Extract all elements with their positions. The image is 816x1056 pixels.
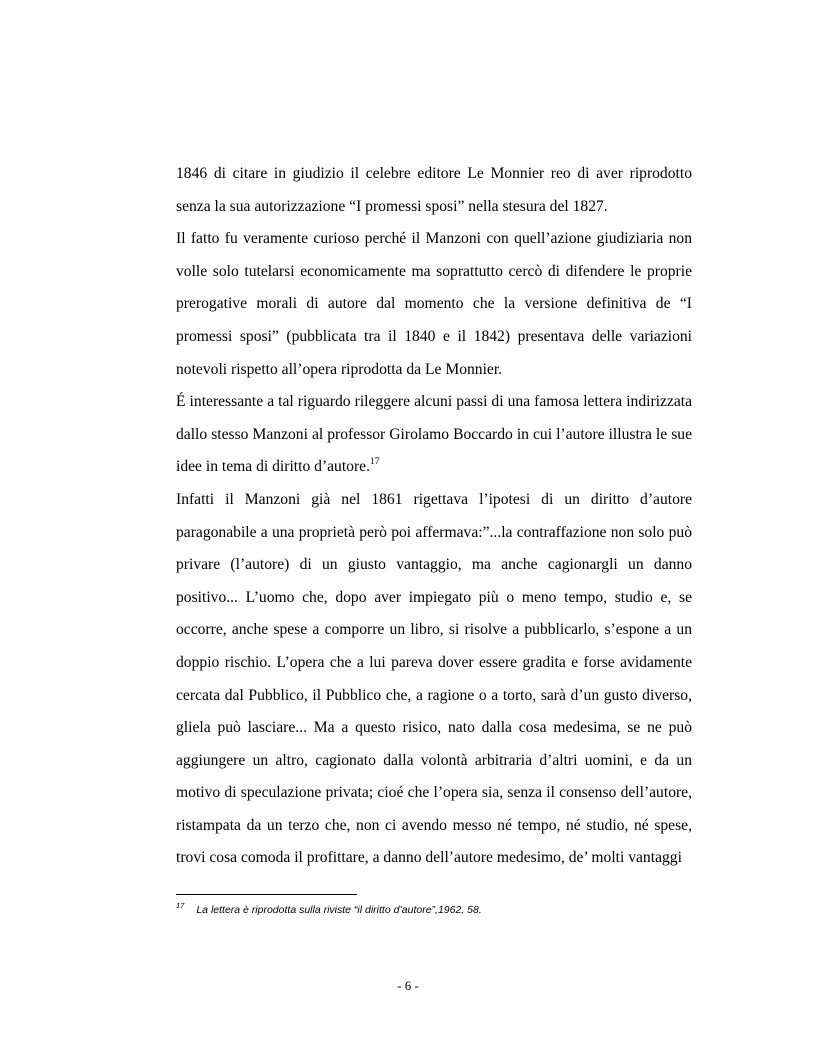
paragraph-2 xyxy=(176,223,692,386)
paragraph-4 xyxy=(176,484,692,875)
footnote-reference[interactable]: 17 xyxy=(370,457,380,468)
page-number: - 6 - xyxy=(397,978,419,993)
paragraph-1 xyxy=(176,158,692,223)
paragraph-2-text: Il fatto fu veramente curioso perché il Manzoni con quell’azione giudiziaria non volle solo tutelarsi economicamente ma soprattutto cercò di difendere le proprie prerogative morali di autore dal momento che la versione definitiva de “I promessi sposi” (pubblicata tra il 1840 e il 1842) presentava delle variazioni notevoli rispetto all’opera riprodotta da Le Monnier. xyxy=(176,230,692,378)
paragraph-4-text: Infatti il Manzoni già nel 1861 rigettava l’ipotesi di un diritto d’autore paragonabile a una proprietà però poi affermava:”...la contraffazione non solo può privare (l’autore) di un giusto vantaggio, ma anche cagionargli un danno positivo... L’uomo che, dopo aver impiegato più o meno tempo, studio e, se occorre, anche spese a comporre un libro, si risolve a pubblicarlo, s’espone a un doppio rischio. L’opera che a lui pareva dover essere gradita e forse avidamente cercata dal Pubblico, il Pubblico che, a ragione o a torto, sarà d’un gusto diverso, gliela può lasciare... Ma a questo risico, nato dalla cosa medesima, se ne può aggiungere un altro, cagionato dalla volontà arbitraria d’altri uomini, e da un motivo di speculazione privata; cioé che l’opera sia, senza il consenso dell’autore, ristampata da un terzo che, non ci avendo messo né tempo, né studio, né spese, trovi cosa comoda il profittare, a danno dell’autore medesimo, de’ molti vantaggi xyxy=(176,490,692,867)
footnote xyxy=(176,903,696,917)
paragraph-3-text: É interessante a tal riguardo rileggere alcuni passi di una famosa lettera indirizzata dallo stesso Manzoni al professor Girolamo Boccardo in cui l’autore illustra le sue idee in tema di diritto d’autore. xyxy=(176,393,692,476)
footnote-number: 17 xyxy=(176,901,185,910)
body-text xyxy=(176,158,692,875)
footnote-separator xyxy=(176,894,357,895)
paragraph-1-text: 1846 di citare in giudizio il celebre editore Le Monnier reo di aver riprodotto senza la sua autorizzazione “I promessi sposi” nella stesura del 1827. xyxy=(176,165,692,215)
footnote-text: La lettera è riprodotta sulla riviste “il diritto d’autore”,1962, 58. xyxy=(196,904,482,916)
paragraph-3 xyxy=(176,386,692,484)
